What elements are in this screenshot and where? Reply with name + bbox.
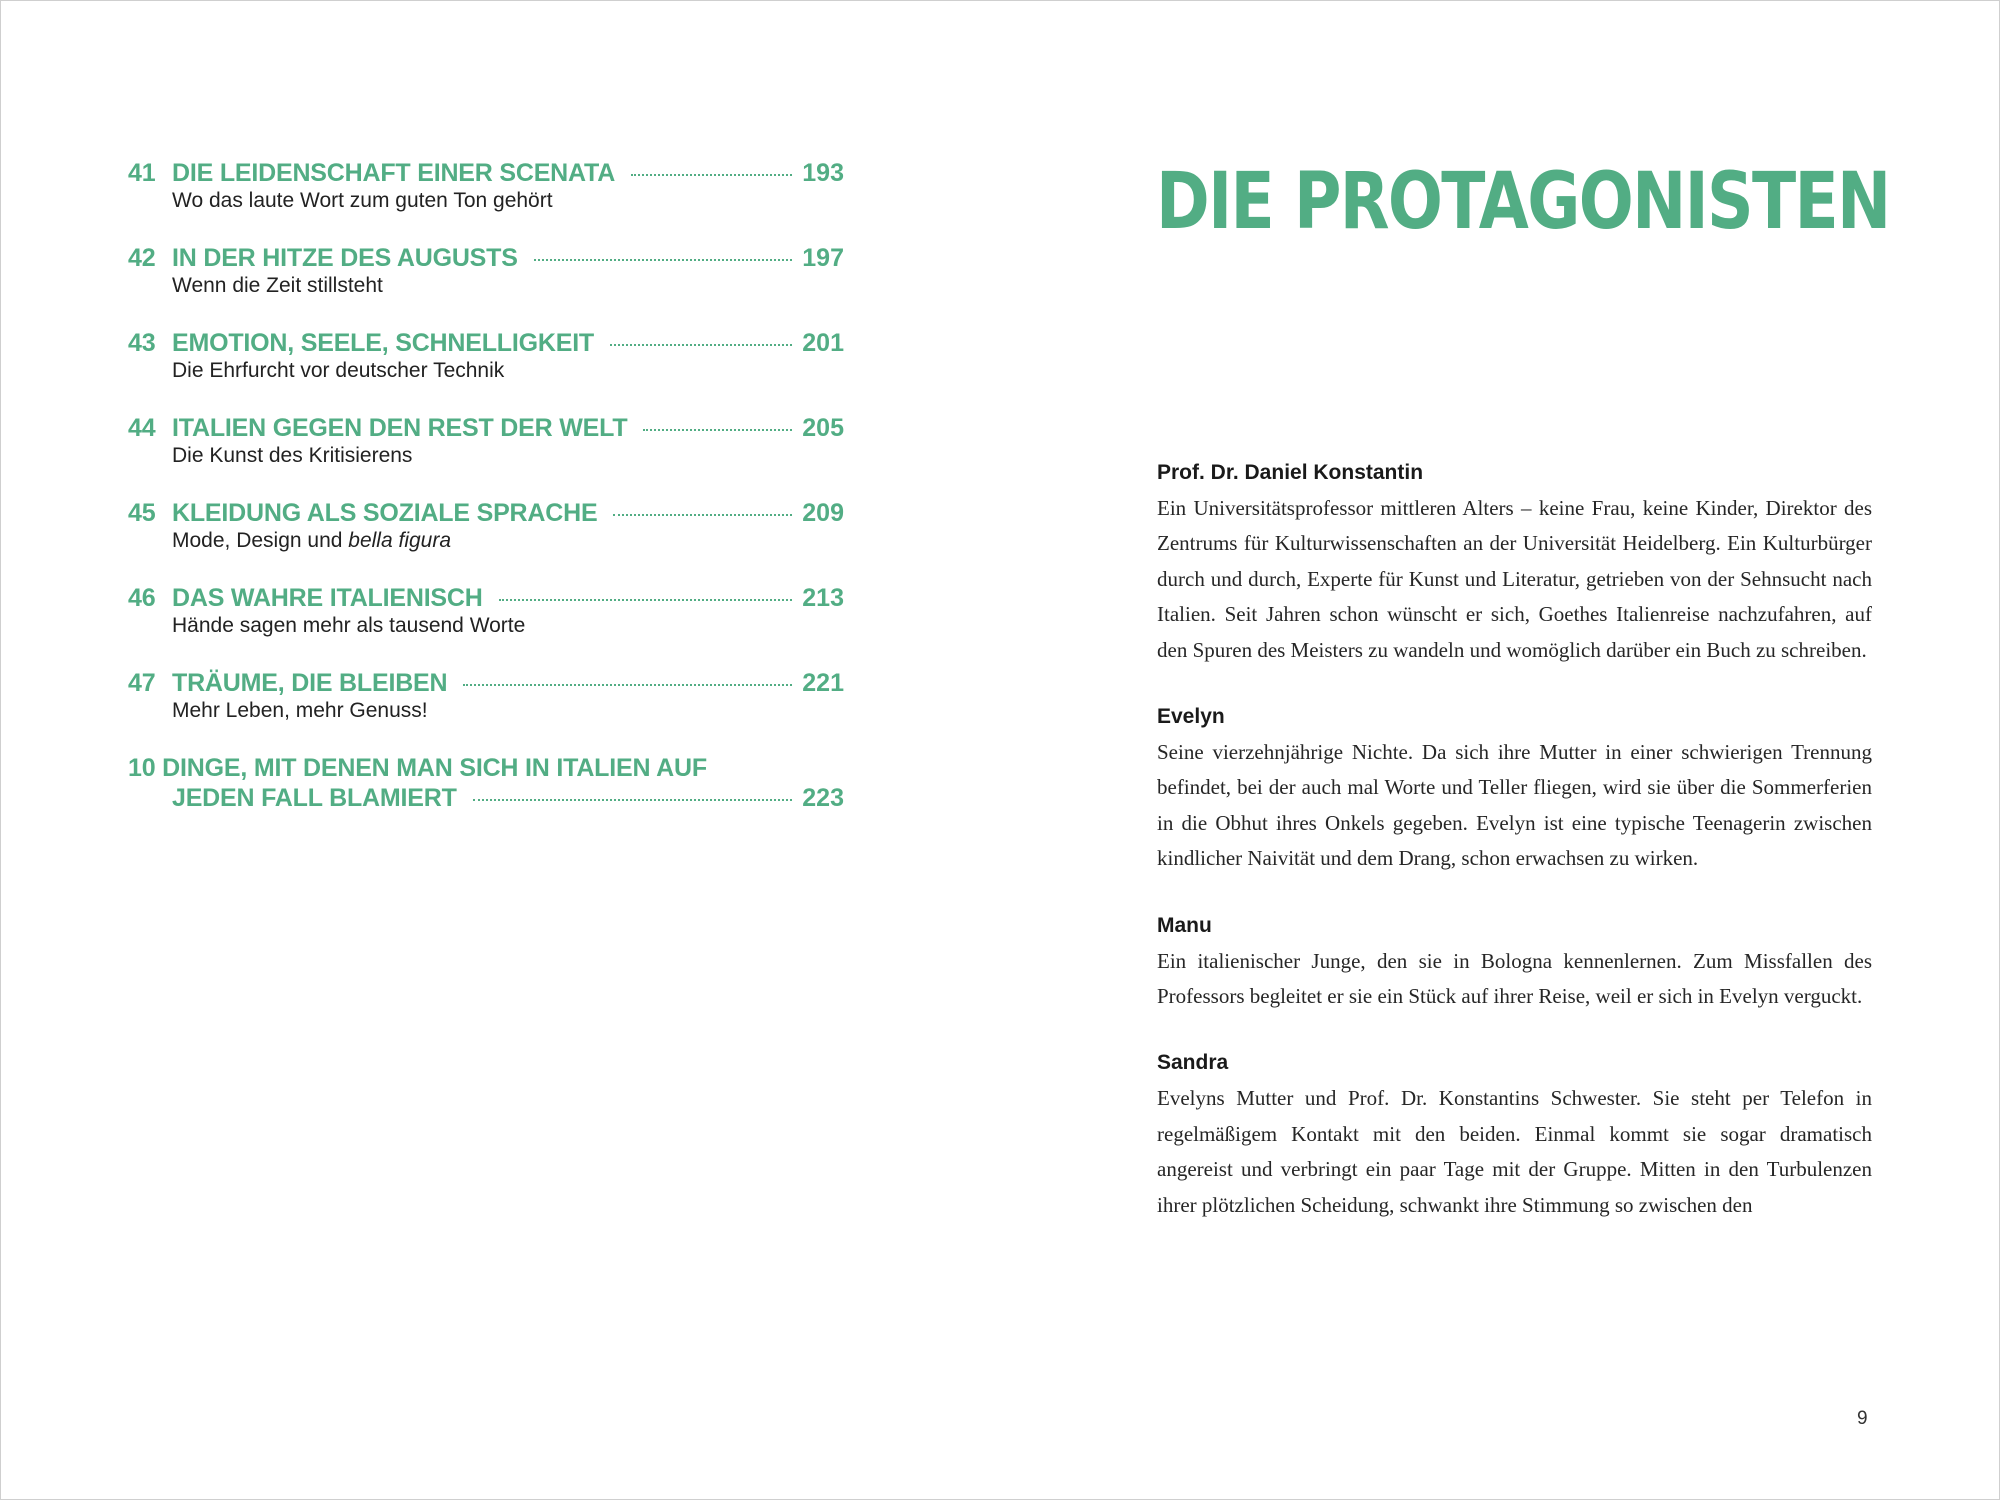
chapter-subtitle: Wenn die Zeit stillsteht	[172, 274, 383, 297]
chapter-subtitle: Die Ehrfurcht vor deutscher Technik	[172, 359, 505, 382]
dot-leader	[499, 599, 793, 601]
final-title-line1: 10 DINGE, MIT DENEN MAN SICH IN ITALIEN AUF	[128, 754, 707, 782]
chapter-subtitle: Mehr Leben, mehr Genuss!	[172, 699, 428, 722]
chapter-title: KLEIDUNG ALS SOZIALE SPRACHE	[172, 499, 598, 527]
protagonist-entry	[1157, 911, 1872, 1015]
chapter-subtitle: Die Kunst des Kritisierens	[172, 444, 413, 467]
chapter-page: 221	[802, 669, 844, 697]
toc-entry[interactable]	[128, 583, 844, 639]
toc-entry[interactable]	[128, 158, 844, 214]
chapter-number: 41	[128, 159, 156, 187]
chapter-subtitle	[172, 528, 844, 554]
protagonist-name: Manu	[1157, 913, 1212, 937]
chapter-page: 223	[802, 784, 844, 812]
dot-leader	[534, 259, 793, 261]
chapter-number: 42	[128, 244, 156, 272]
dot-leader	[610, 344, 792, 346]
page-number: 9	[1857, 1408, 1868, 1429]
protagonist-entry	[1157, 458, 1872, 668]
table-of-contents	[128, 158, 844, 813]
chapter-title: TRÄUME, DIE BLEIBEN	[172, 669, 448, 697]
chapter-number: 46	[128, 584, 156, 612]
protagonist-entry	[1157, 1048, 1872, 1223]
chapter-title: ITALIEN GEGEN DEN REST DER WELT	[172, 414, 628, 442]
subtitle-italic-text: bella figura	[348, 529, 452, 552]
chapter-page: 193	[802, 159, 844, 187]
final-title-line2: JEDEN FALL BLAMIERT	[172, 784, 457, 812]
dot-leader	[643, 429, 792, 431]
chapter-subtitle: Wo das laute Wort zum guten Ton gehört	[172, 189, 553, 212]
chapter-subtitle: Hände sagen mehr als tausend Worte	[172, 614, 526, 637]
protagonist-description: Seine vierzehnjährige Nichte. Da sich ihre Mutter in einer schwierigen Trennung befindet, bei der auch mal Worte und Teller fliegen, wird sie über die Sommerferien in die Obhut ihres Onkels gegeben. Evelyn ist eine typische Teenagerin zwischen kindlicher Naivität und dem Drang, schon erwachsen zu wirken.	[1157, 740, 1872, 871]
chapter-number: 43	[128, 329, 156, 357]
protagonist-list	[1157, 458, 1872, 1257]
chapter-page: 213	[802, 584, 844, 612]
chapter-title: DIE LEIDENSCHAFT EINER SCENATA	[172, 159, 616, 187]
chapter-title: EMOTION, SEELE, SCHNELLIGKEIT	[172, 329, 595, 357]
chapter-title: DAS WAHRE ITALIENISCH	[172, 584, 483, 612]
dot-leader	[631, 174, 792, 176]
toc-entry[interactable]	[128, 498, 844, 554]
dot-leader	[473, 799, 793, 801]
protagonist-name: Prof. Dr. Daniel Konstantin	[1157, 461, 1424, 484]
toc-entry[interactable]	[128, 413, 844, 469]
toc-entry[interactable]	[128, 243, 844, 299]
chapter-page: 197	[802, 244, 844, 272]
chapter-title: IN DER HITZE DES AUGUSTS	[172, 244, 518, 272]
chapter-page: 209	[802, 499, 844, 527]
subtitle-text: Mode, Design und	[172, 529, 349, 552]
dot-leader	[463, 684, 792, 686]
chapter-page: 201	[802, 329, 844, 357]
chapter-number: 44	[128, 414, 156, 442]
toc-entry[interactable]	[128, 668, 844, 724]
dot-leader	[613, 514, 792, 516]
toc-entry-final[interactable]	[128, 753, 844, 813]
chapter-number: 45	[128, 499, 156, 527]
chapter-page: 205	[802, 414, 844, 442]
chapter-number: 47	[128, 669, 156, 697]
protagonist-description: Ein italienischer Junge, den sie in Bologna kennenlernen. Zum Missfallen des Professors begleitet er sie ein Stück auf ihrer Reise, weil er sich in Evelyn verguckt.	[1157, 948, 1872, 1009]
protagonist-description: Ein Universitätsprofessor mittleren Alters – keine Frau, keine Kinder, Direktor des Zentrums für Kulturwissenschaften an der Universität Heidelberg. Ein Kulturbürger durch und durch, Experte für Kunst und Literatur, getrieben von der Sehnsucht nach Italien. Seit Jahren schon wünscht er sich, Goethes Italienreise nachzufahren, auf den Spuren des Meisters zu wandeln und womöglich darüber ein Buch zu schreiben.	[1157, 496, 1872, 662]
protagonist-entry	[1157, 702, 1872, 877]
protagonist-name: Sandra	[1157, 1051, 1229, 1075]
toc-entry[interactable]	[128, 328, 844, 384]
protagonist-name: Evelyn	[1157, 705, 1225, 729]
section-title: DIE PROTAGONISTEN	[1156, 157, 1890, 247]
protagonist-description: Evelyns Mutter und Prof. Dr. Konstantins Schwester. Sie steht per Telefon in regelmäßigem Kontakt mit den beiden. Einmal kommt sie sogar dramatisch angereist und verbringt ein paar Tage mit der Gruppe. Mitten in den Turbulenzen ihrer plötzlichen Scheidung, schwankt ihre Stimmung so zwischen den	[1157, 1086, 1872, 1217]
